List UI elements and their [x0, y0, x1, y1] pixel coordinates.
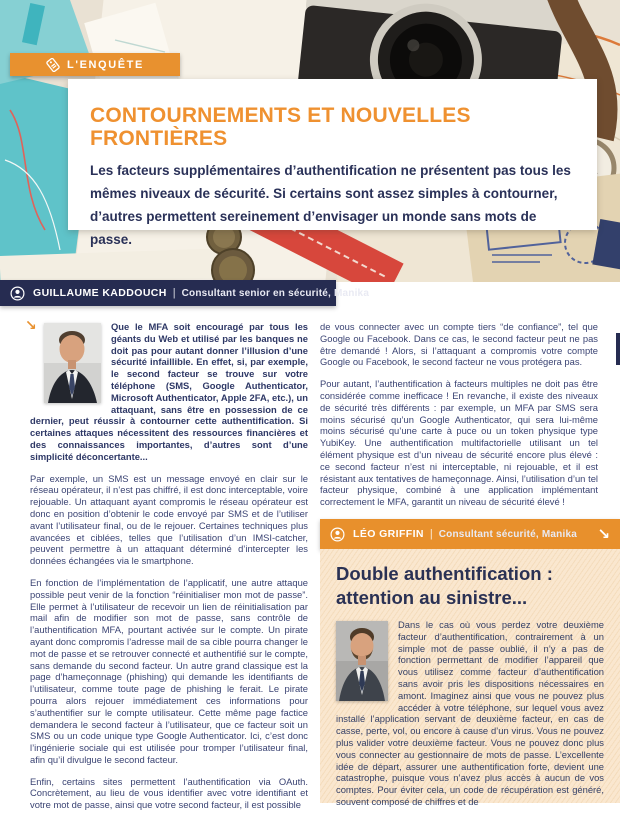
author-separator: | [172, 287, 176, 299]
author-separator: | [429, 528, 433, 540]
author-name: LÉO GRIFFIN [353, 528, 424, 540]
lead-text: Que le MFA soit encouragé par tous les géants du Web et utilisé par les banques ne doit pas pour autant donner l’illusion d’une sécurité infaillible. En effet, si, par exemple, le second facteur se trouve sur votre téléphone (SMS, Google Authenticator, Microsoft Authenticator, Apple 2FA, etc.), un attaquant, sans être en possession de ce dernier, peut réussir à contourner cette authentification. Si certaines attaques nécessitent des ressources financières et des connaissances importantes, d’autres sont d’une simplicité déconcertante... [30, 321, 308, 462]
article-subtitle: Les facteurs supplémentaires d’authentification ne présentent pas tous les mêmes niveaux de sécurité. Si certains sont assez simples à contourner, d’autres permettent sereinement d’envisager un monde sans mots de passe. [90, 163, 571, 248]
article-paragraph: En fonction de l’implémentation de l’applicatif, une autre attaque possible peut venir de la fonction “réinitialiser mon mot de passe”. Elle permet à l’utilisateur de recevoir un lien de réinitialisation par mail afin de modifier son mot de passe, sans contrôle de l’authentification MFA, pourtant activée sur le compte. Un pirate ayant donc compromis l’adresse mail de sa cible pourra changer le mot de passe et se retrouver connecté et authentifié sur le compte, sans demande du second facteur. Un autre grand classique est la page d’hameçonnage (phishing) qui demande les identifiants de l’utilisateur, comme toute page de phishing le ferait. Le pirate pourra alors rejouer immédiatement ces informations pour s’authentifier sur le compte utilisateur. Cette même page factice demandera le second facteur à l’utilisateur, que ce facteur soit un SMS ou un code unique type Google Authenticator. Ici, c’est donc l’ingénierie sociale qui est utilisée pour tromper l’utilisateur final, afin qu’il divulgue le second facteur. [30, 576, 308, 765]
portrait-photo-guillaume [44, 323, 101, 403]
author-icon [10, 286, 25, 301]
article-title: CONTOURNEMENTS ET NOUVELLES FRONTIÈRES [90, 104, 471, 151]
author-role: Consultant senior en sécurité, Manika [181, 287, 370, 299]
tag-icon [46, 58, 60, 72]
author-role: Consultant sécurité, Manika [438, 528, 577, 540]
article-column-left [25, 318, 308, 821]
article-paragraph: de vous connecter avec un compte tiers “de confiance”, tel que Google ou Facebook. Dans ce cas, le second facteur peut ne pas être demandé ! Alors, si l’attaquant a compromis votre compte Google ou Facebook, le second facteur ne vous protégera pas. [320, 321, 598, 368]
corner-arrow-icon: ↘ [597, 524, 610, 543]
sidebar-heading: Double authentification : attention au sinistre... [336, 563, 553, 608]
article-paragraph: Par exemple, un SMS est un message envoyé en clair sur le réseau opérateur, il n’est pas chiffré, il est donc interceptable, voire rejouable. Un attaquant ayant compromis le réseau opérateur est donc en position d’obtenir le code envoyé par SMS et de l’utiliser avant l’utilisateur final, ou de le rejouer. Certaines techniques plus avancées et ciblées, telles que l’utilisation d’un IMSI-catcher, peuvent permettre à un attaquant déterminé d’intercepter les données échangées via le smartphone. [30, 472, 308, 567]
article-column-right [320, 321, 598, 518]
lead-arrow-icon: ↘ [25, 318, 37, 334]
section-badge [10, 53, 180, 76]
article-paragraph: Enfin, certains sites permettent l’authentification via OAuth. Concrètement, au lieu de vous identifier avec votre identifiant et votre mot de passe, ainsi que votre second facteur, il est possible [30, 775, 308, 811]
page-edge-tab [616, 333, 620, 365]
author-icon [330, 527, 345, 542]
hero-card [68, 79, 597, 248]
sidebar-body-text: Dans le cas où vous perdez votre deuxième facteur d’authentification, contrairement à un simple mot de passe oublié, il n’y a pas de fonction permettant de modifier l’appareil que vous utilisez comme facteur d’authentification sans avoir pris les dispositions nécessaires en amont. Imaginez ainsi que vous ne pouvez plus accéder à votre téléphone, sur lequel vous avez installé l’application servant de deuxième facteur, en cas de casse, perte, vol, ou encore à cause d’un virus. Vous ne pouvez plus valider votre deuxième facteur. Vous ne pouvez donc plus vous connecter au gestionnaire de mots de passe. L’excellente idée de départ, assurer une authentification forte, devient une catastrophe, puisque vous n’avez plus accès à aucun de vos comptes. Pour éviter cela, un code de récupération est généré, souvent composé de chiffres et de [336, 619, 604, 807]
author-bar-primary [0, 280, 370, 306]
article-paragraph: Pour autant, l’authentification à facteurs multiples ne doit pas être considérée comme inefficace ! En revanche, il existe des niveaux de sécurité très différents : par exemple, un MFA par SMS sera moins sécurisé qu’un Google Authenticator, qui sera lui-même moins sécurisé qu’une carte à puce ou un token physique type YubiKey. Une authentification multifactorielle utilisant un tel élément physique est d’un niveau de sécurité encore plus élevé : ce second facteur n’est ni interceptable, ni rejouable, et il est résistant aux tentatives de hameçonnage. Ainsi, l’utilisation d’un tel facteur physique, combiné à une application implémentant correctement le MFA, garantit un niveau de sécurité élevé ! [320, 378, 598, 508]
portrait-photo-leo [336, 621, 388, 701]
sidebar-box [320, 549, 620, 807]
author-name: GUILLAUME KADDOUCH [33, 287, 167, 299]
article-lead-paragraph [25, 318, 308, 463]
section-label: L'ENQUÊTE [67, 58, 144, 71]
sidebar-body [336, 619, 604, 808]
author-bar-sidebar [320, 519, 620, 549]
